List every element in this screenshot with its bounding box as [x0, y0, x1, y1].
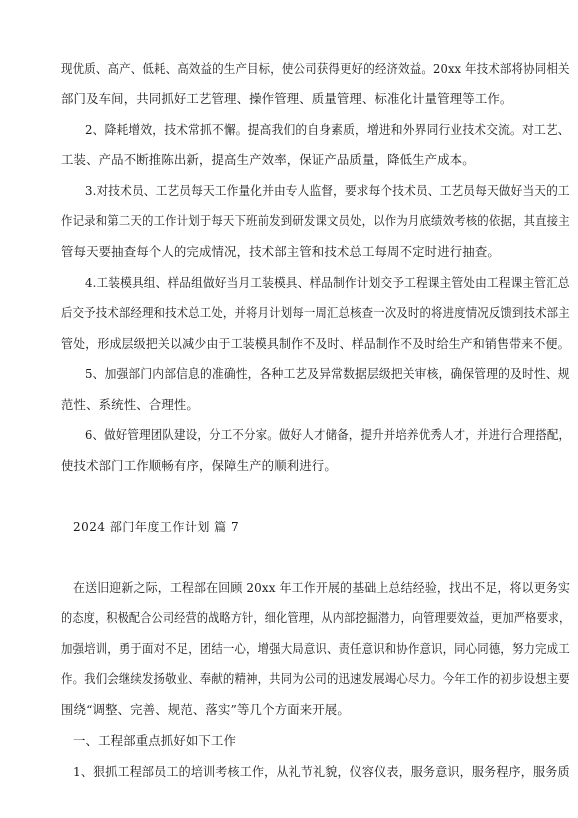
- body-line: 现优质、高产、低耗、高效益的生产目标，使公司获得更好的经济效益。20xx 年技术部将协同相关: [61, 61, 570, 76]
- body-line: 的态度，积极配合公司经营的战略方针，细化管理，从内部挖掘潜力，向管理要效益，更加严格要求，: [61, 610, 571, 625]
- body-line: 作。我们会继续发扬敬业、奉献的精神，共同为公司的迅速发展竭心尽力。今年工作的初步设想主要: [61, 671, 570, 686]
- body-line: 管每天要抽查每个人的完成情况，技术部主管和技术总工每周不定时进行抽查。: [61, 244, 500, 259]
- body-line: 作记录和第二天的工作计划于每天下班前发到研发课文员处，以作为月底绩效考核的依据，其直接主: [61, 213, 570, 228]
- paragraph-first-line: 6、做好管理团队建设，分工不分家。做好人才储备，提升并培养优秀人才，并进行合理搭配，: [85, 427, 571, 442]
- body-line: 工装、产品不断推陈出新，提高生产效率，保证产品质量，降低生产成本。: [61, 152, 475, 167]
- body-line: 使技术部门工作顺畅有序，保障生产的顺利进行。: [61, 458, 337, 473]
- paragraph-first-line: 1、狠抓工程部员工的培训考核工作，从礼节礼貌，仪容仪表，服务意识，服务程序，服务质: [73, 764, 570, 779]
- section-heading: 2024 部门年度工作计划 篇 7: [73, 520, 240, 534]
- body-line: 围绕“调整、完善、规范、落实”等几个方面来开展。: [61, 702, 350, 717]
- body-line: 加强培训，勇于面对不足，团结一心，增强大局意识、责任意识和协作意识，同心同德，努力完成工: [61, 641, 570, 656]
- paragraph-first-line: 4.工装模具组、样品组做好当月工装模具、样品制作计划交予工程课主管处由工程课主管汇总: [85, 275, 570, 290]
- body-line: 范性、系统性、合理性。: [61, 397, 199, 412]
- subsection-heading: 一、工程部重点抓好如下工作: [73, 733, 237, 748]
- paragraph-first-line: 2、降耗增效，技术常抓不懈。提高我们的自身素质，增进和外界同行业技术交流。对工艺、: [85, 122, 570, 137]
- paragraph-first-line: 在送旧迎新之际，工程部在回顾 20xx 年工作开展的基础上总结经验，找出不足，将以更务实: [73, 580, 571, 595]
- body-line: 管处，形成层级把关以减少由于工装模具制作不及时、样品制作不及时给生产和销售带来不便。: [61, 336, 570, 351]
- paragraph-first-line: 3.对技术员、工艺员每天工作量化并由专人监督，要求每个技术员、工艺员每天做好当天的工: [85, 183, 570, 198]
- body-line: 后交予技术部经理和技术总工处，并将月计划每一周汇总核查一次及时的将进度情况反馈到技术部主: [61, 305, 570, 320]
- body-line: 部门及车间，共同抓好工艺管理、操作管理、质量管理、标准化计量管理等工作。: [61, 91, 513, 106]
- paragraph-first-line: 5、加强部门内部信息的准确性，各种工艺及异常数据层级把关审核，确保管理的及时性、规: [85, 366, 570, 381]
